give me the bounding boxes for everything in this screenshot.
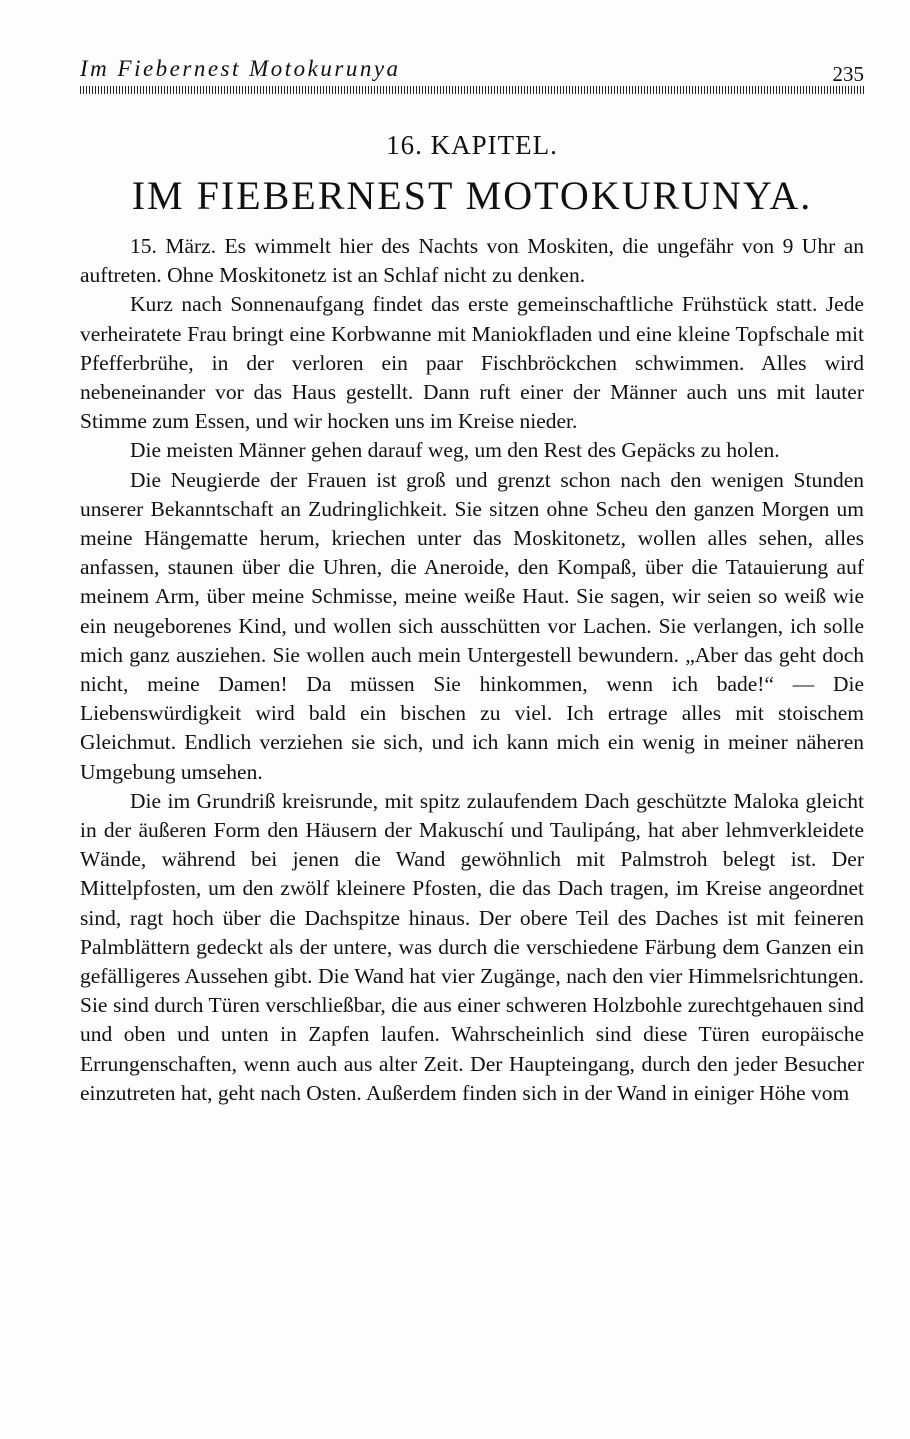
paragraph: Kurz nach Sonnenaufgang findet das erste gemeinschaftliche Frühstück statt. Jede verheiratete Frau bringt eine Korbwanne mit Maniokfladen und eine kleine Topfschale mit Pfefferbrühe, in der verloren ein paar Fischbröckchen schwimmen. Alles wird nebeneinander vor das Haus gestellt. Dann ruft einer der Männer auch uns mit lauter Stimme zum Essen, und wir hocken uns im Kreise nieder. <box>80 292 864 434</box>
running-head <box>80 56 864 86</box>
body-text <box>80 232 864 1108</box>
header-rule <box>80 86 864 94</box>
chapter-number: 16. KAPITEL. <box>386 130 558 160</box>
paragraph: 15. März. Es wimmelt hier des Nachts von Moskiten, die ungefähr von 9 Uhr an auftreten. Ohne Moskitonetz ist an Schlaf nicht zu denken. <box>80 234 864 288</box>
paragraph: Die Neugierde der Frauen ist groß und grenzt schon nach den wenigen Stunden unserer Bekanntschaft an Zudringlichkeit. Sie sitzen ohne Scheu den ganzen Morgen um meine Hängematte herum, kriechen unter das Moskitonetz, wollen alles sehen, alles anfassen, staunen über die Uhren, die Aneroide, den Kompaß, über die Tatauierung auf meinem Arm, über meine Schmisse, meine weiße Haut. Sie sagen, wir seien so weiß wie ein neugeborenes Kind, und wollen sich ausschütten vor Lachen. Sie verlangen, ich solle mich ganz ausziehen. Sie wollen auch mein Untergestell bewundern. „Aber das geht doch nicht, meine Damen! Da müssen Sie hinkommen, wenn ich bade!“ — Die Liebenswürdigkeit wird bald ein bischen zu viel. Ich ertrage alles mit stoischem Gleichmut. Endlich verziehen sie sich, und ich kann mich ein wenig in meiner näheren Umgebung umsehen. <box>80 467 864 784</box>
page-number: 235 <box>832 62 864 86</box>
paragraph: Die meisten Männer gehen darauf weg, um den Rest des Gepäcks zu holen. <box>130 438 780 463</box>
running-title: Im Fiebernest Motokurunya <box>80 56 401 81</box>
chapter-title: IM FIEBERNEST MOTOKURUNYA. <box>131 173 813 218</box>
paragraph: Die im Grundriß kreisrunde, mit spitz zulaufendem Dach geschützte Maloka gleicht in der äußeren Form den Häusern der Makuschí und Taulipáng, hat aber lehmverkleidete Wände, während bei jenen die Wand gewöhnlich mit Palmstroh belegt ist. Der Mittelpfosten, um den zwölf kleinere Pfosten, die das Dach tragen, im Kreise angeordnet sind, ragt hoch über die Dachspitze hinaus. Der obere Teil des Daches ist mit feineren Palmblättern gedeckt als der untere, was durch die verschiedene Färbung dem Ganzen ein gefälligeres Aussehen gibt. Die Wand hat vier Zugänge, nach den vier Himmelsrichtungen. Sie sind durch Türen verschließbar, die aus einer schweren Holzbohle zurechtgehauen sind und oben und unten in Zapfen laufen. Wahrscheinlich sind diese Türen europäische Errungenschaften, wenn auch aus alter Zeit. Der Haupteingang, durch den jeder Besucher einzutreten hat, geht nach Osten. Außerdem finden sich in der Wand in einiger Höhe vom <box>80 788 864 1105</box>
